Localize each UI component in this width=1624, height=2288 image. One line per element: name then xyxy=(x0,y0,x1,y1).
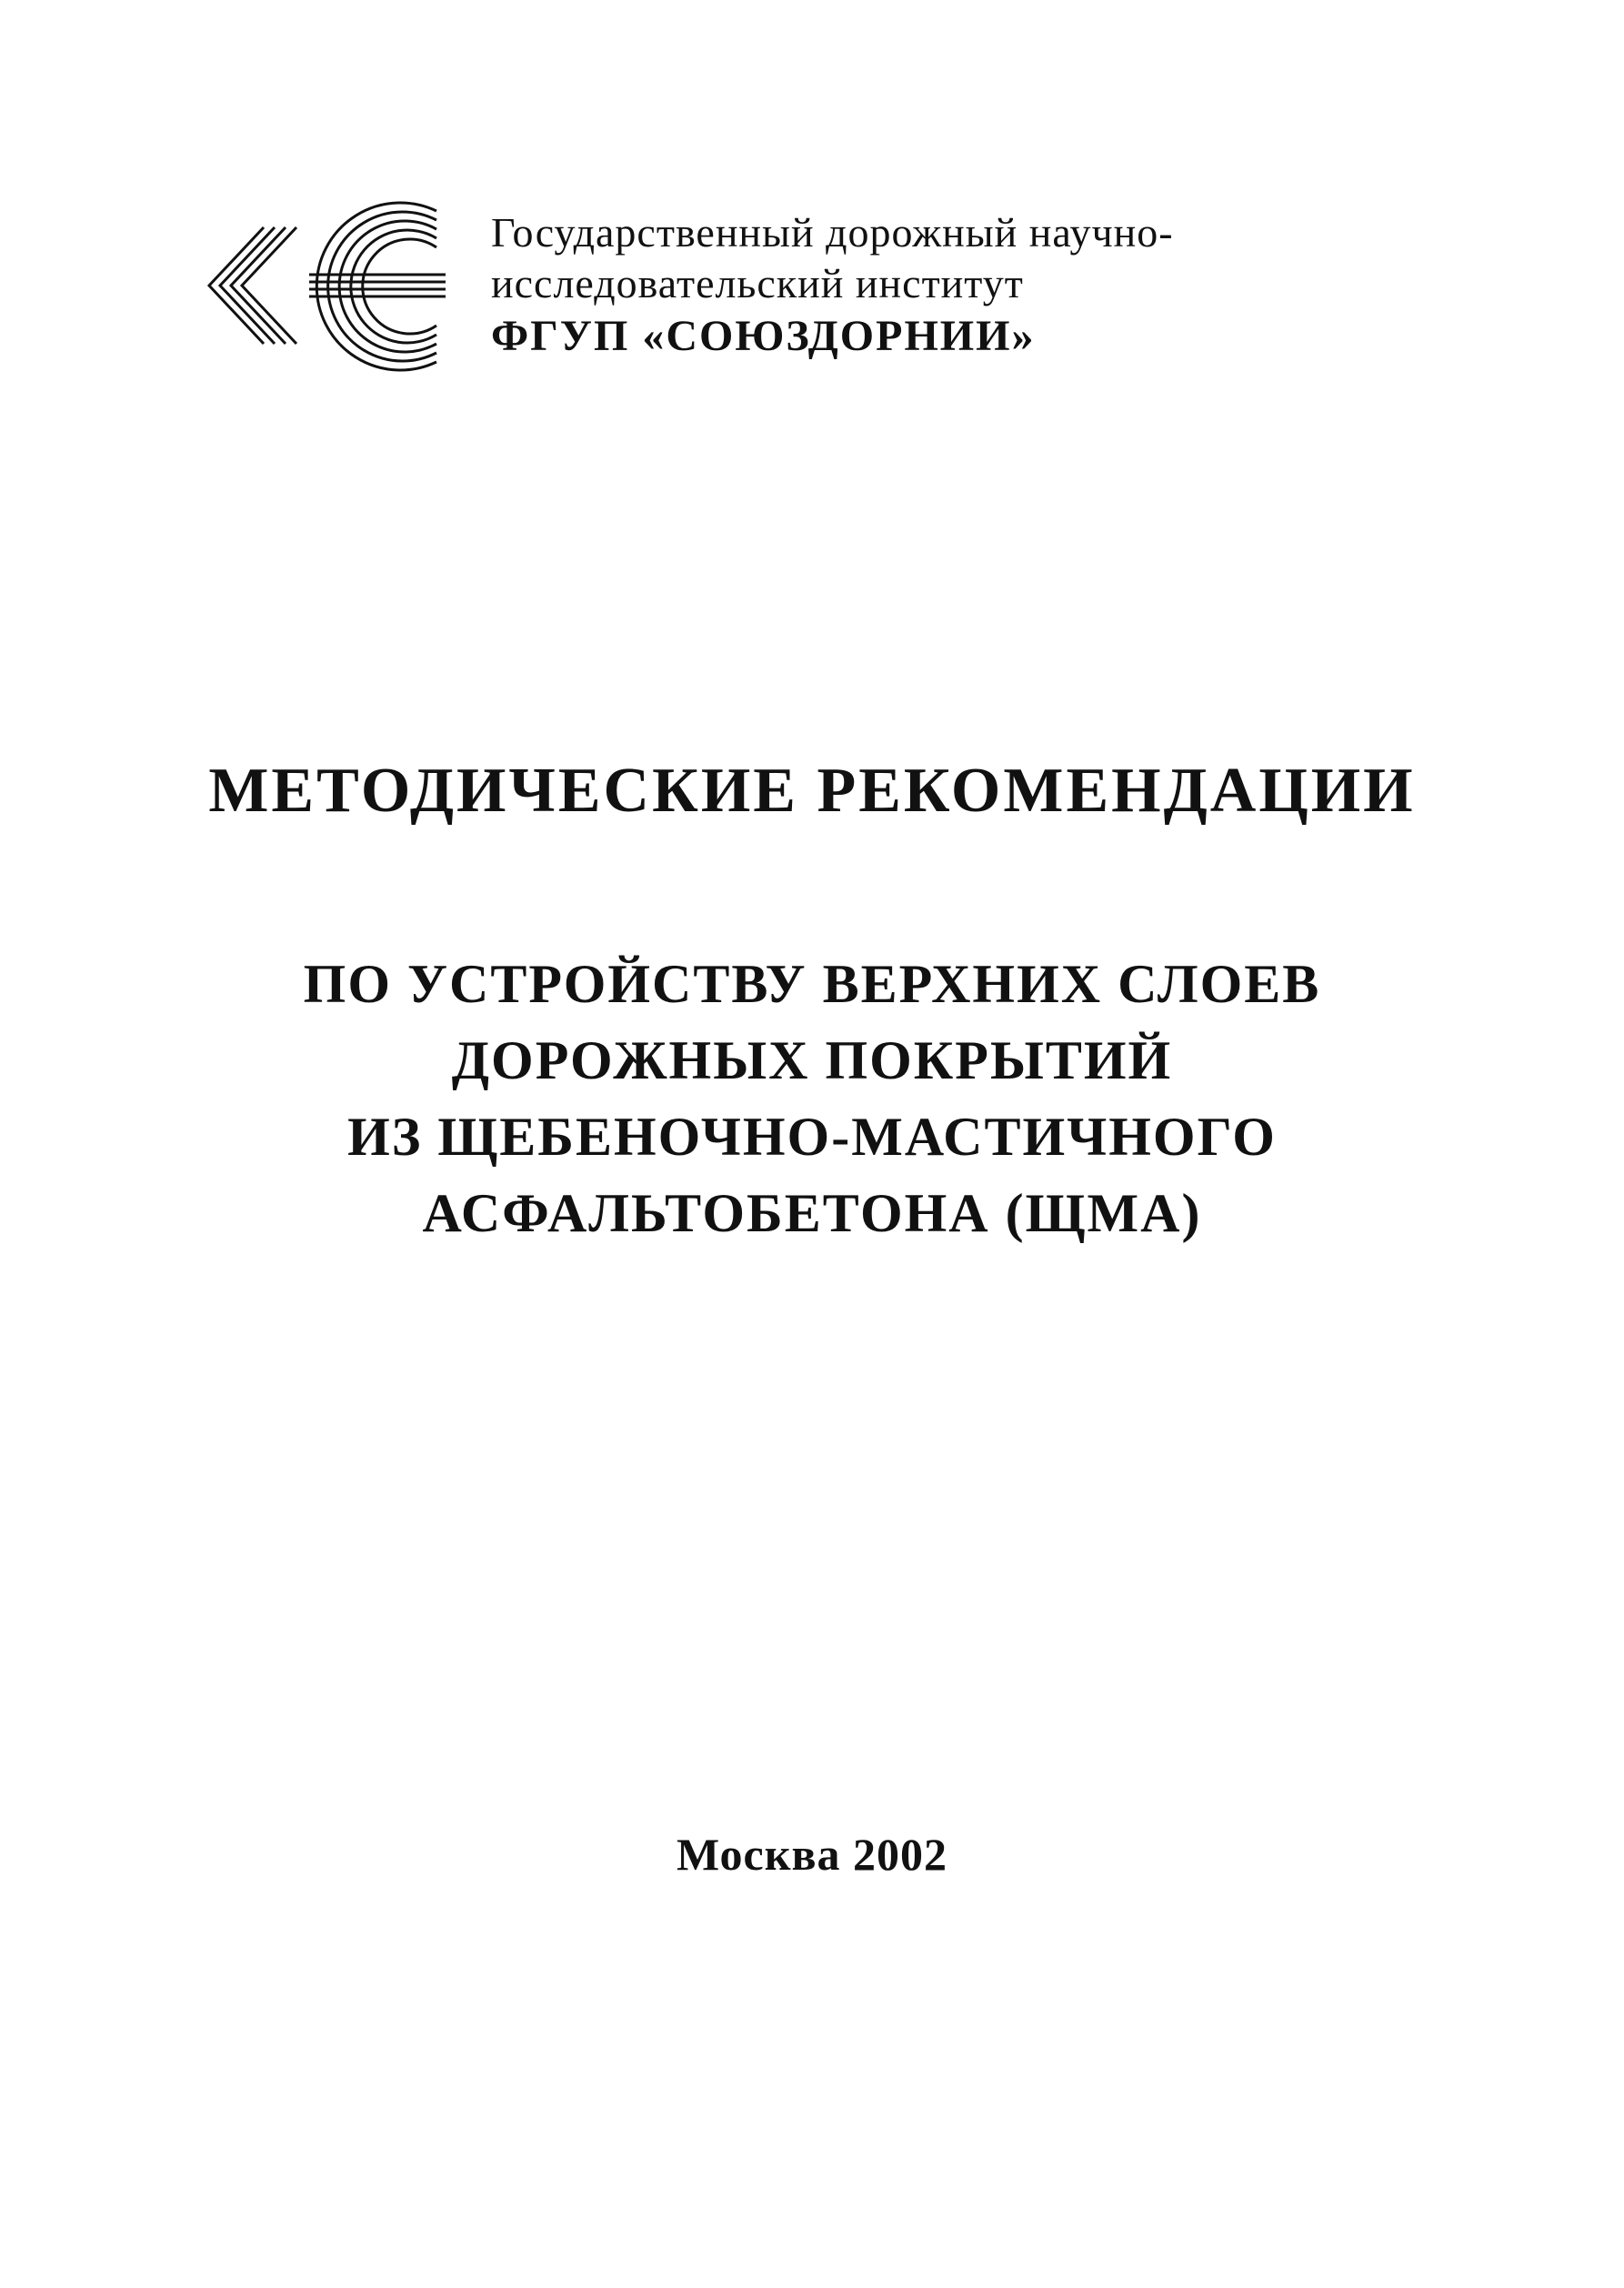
subtitle-line-2: ДОРОЖНЫХ ПОКРЫТИЙ xyxy=(451,1030,1173,1090)
institute-line-2: исследовательский институт xyxy=(491,260,1024,306)
publisher-header xyxy=(200,191,1382,391)
institute-line-1: Государственный дорожный научно- xyxy=(491,209,1174,256)
document-type-title: МЕТОДИЧЕСКИЕ РЕКОМЕНДАЦИИ xyxy=(208,756,1416,826)
institute-organization: ФГУП «СОЮЗДОРНИИ» xyxy=(491,312,1036,360)
subtitle-line-1: ПО УСТРОЙСТВУ ВЕРХНИХ СЛОЕВ xyxy=(303,954,1321,1014)
document-subtitle xyxy=(0,946,1624,1251)
soyuzdornii-logo-icon xyxy=(200,191,455,382)
imprint-city-year: Москва 2002 xyxy=(676,1829,948,1880)
institute-name xyxy=(491,207,1382,364)
subtitle-line-3: ИЗ ЩЕБЕНОЧНО-МАСТИЧНОГО xyxy=(347,1107,1277,1167)
subtitle-line-4: АСФАЛЬТОБЕТОНА (ЩМА) xyxy=(422,1183,1202,1243)
